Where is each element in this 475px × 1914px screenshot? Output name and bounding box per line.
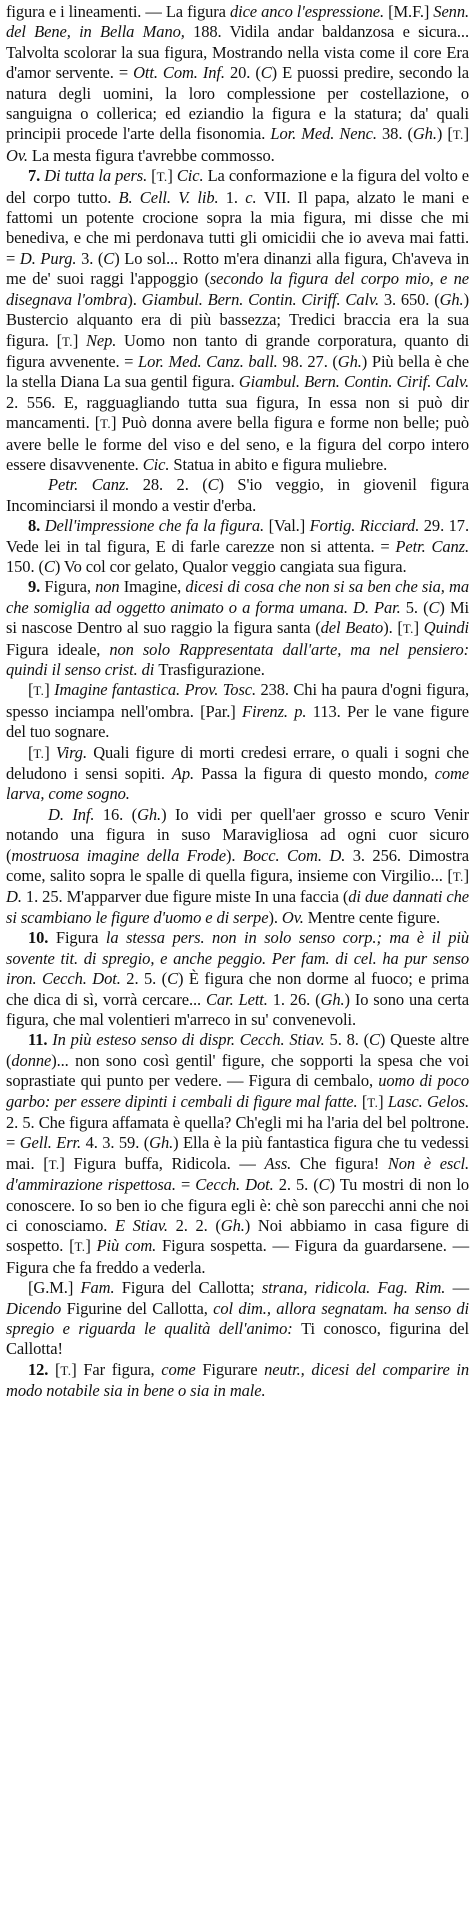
text-segment: 98. 27. (: [282, 351, 338, 371]
text-segment: donne: [11, 1050, 52, 1070]
text-segment: ]: [44, 742, 56, 762]
text-segment: strana, ridicola. Fag. Rim.: [261, 1278, 453, 1298]
text-segment: C: [428, 597, 440, 617]
text-segment: Ott. Com. Inf.: [133, 63, 230, 83]
text-segment: dice anco l'espressione.: [229, 2, 389, 21]
text-segment: 2. 2. (: [175, 1215, 221, 1235]
text-segment: 150. (: [6, 556, 44, 576]
text-segment: C: [318, 1175, 330, 1195]
text-segment: Virg.: [55, 742, 94, 762]
text-segment: T.: [402, 621, 414, 637]
text-segment: =: [180, 1175, 196, 1195]
text-segment: Gh.: [412, 124, 437, 144]
text-segment: ) È figura che non dorme al fuoco; e prima che dica di sì, vorrà cercare...: [6, 969, 469, 1009]
text-segment: VII. Il papa, alzato le mani e fattomi un potente crocione sopra la mia figura, mi disse che mi benediva, e che mi perdonava tutti gli omicidii che io aveva mai fatti. =: [6, 187, 470, 268]
entry-paragraph-p-8: [6, 516, 469, 577]
text-segment: ]: [378, 1091, 388, 1111]
text-segment: [: [361, 1091, 368, 1111]
text-segment: ) Più bella è che la stella Diana La sua gentil figura.: [6, 351, 469, 392]
text-segment: ]: [167, 166, 177, 186]
text-segment: T.: [33, 683, 45, 699]
text-segment: ) Io sono una certa figura, che mal volentieri m'arreco in su' convenevoli.: [6, 989, 470, 1029]
text-segment: D. Inf.: [48, 804, 103, 824]
text-segment: 29. 17. Vede lei in tal figura, E di farle carezze non si attenta. =: [6, 516, 469, 556]
text-segment: 2. 5. Che figura affamata è quella? Ch'egli mi ha l'aria del bel poltrone. =: [6, 1112, 469, 1153]
text-segment: In più esteso senso di dispr. Cecch. Stiav.: [52, 1030, 330, 1050]
text-segment: 10.: [28, 928, 56, 948]
text-segment: 28. 2. (: [142, 475, 208, 495]
text-segment: [: [28, 742, 34, 762]
text-segment: ).: [225, 845, 243, 865]
text-segment: ]: [463, 124, 469, 144]
text-segment: come: [161, 1359, 203, 1379]
text-segment: 3. (: [81, 248, 104, 268]
text-segment: 2. 5. (: [278, 1175, 319, 1195]
text-segment: 2. 556. E, ragguagliando tutta sua figura, In essa non si può dir mancamenti. [: [6, 392, 469, 433]
text-segment: Figurare: [202, 1359, 265, 1379]
text-segment: Car. Lett.: [206, 989, 273, 1009]
entry-paragraph-p-9: [6, 577, 469, 680]
text-segment: ]: [463, 866, 469, 886]
text-segment: ) Io vidi per quell'aer grosso e scuro Venir notando una figura in suso Maravigliosa ad ogni cuor sicuro (: [6, 804, 469, 865]
text-segment: Nep.: [85, 330, 125, 350]
text-segment: [: [151, 166, 157, 186]
text-segment: 3. 256. Dimostra come, salito sopra le spalle di quella figura, insieme con Virgilio... [: [6, 845, 470, 886]
entry-paragraph-p-intro: [6, 2, 469, 166]
text-segment: C: [368, 1030, 380, 1050]
text-segment: ]: [85, 1236, 97, 1256]
text-segment: T.: [74, 1239, 86, 1255]
text-segment: 113. Per le vane figure del tuo sognare.: [6, 701, 469, 742]
text-segment: ) Noi abbiamo in casa figure di sospetto. [: [6, 1215, 470, 1256]
text-segment: )... non sono così gentil' figure, che sopporti la spesa che voi soprastiate qui punto per vedere. — Figura di cembalo,: [6, 1050, 469, 1091]
text-segment: secondo la figura del corpo mio, e ne disegnava l'ombra: [6, 269, 469, 309]
text-segment: ) Vo col cor gelato, Qualor veggio cangiata sua figura.: [54, 556, 407, 576]
text-segment: T.: [367, 1094, 379, 1110]
text-segment: La mesta figura t'avrebbe commosso.: [31, 145, 275, 165]
text-segment: C: [260, 63, 272, 83]
text-segment: c.: [245, 187, 264, 207]
text-segment: 11.: [28, 1030, 53, 1050]
text-segment: 1. 26. (: [272, 989, 321, 1009]
text-segment: ) Lo sol... Rotto m'era dinanzi alla figura, Ch'aveva in me de' suoi raggi l'appoggio (: [6, 248, 469, 289]
text-segment: Più com.: [96, 1236, 162, 1256]
text-segment: 16. (: [102, 804, 138, 824]
text-segment: Petr. Canz.: [395, 536, 470, 556]
text-segment: ) Ella è la più fantastica figura che tu vedessi mai. [: [6, 1133, 469, 1173]
entry-paragraph-p-imag: [6, 680, 469, 742]
text-segment: Uomo non tanto di grande corporatura, quanto di figura avvenente. =: [6, 330, 469, 371]
text-segment: Lor. Med. Canz. ball.: [138, 351, 283, 371]
text-segment: C: [207, 475, 219, 495]
text-segment: del Beato: [320, 618, 384, 638]
text-segment: Di tutta la pers.: [44, 166, 152, 186]
text-segment: Fam.: [80, 1278, 122, 1298]
text-segment: ) Mi si nascose Dentro al suo raggio la figura santa (: [6, 597, 469, 638]
text-segment: [: [28, 680, 34, 700]
text-segment: Statua in abito e figura muliebre.: [173, 454, 388, 474]
text-segment: Cecch. Dot.: [195, 1175, 279, 1195]
text-segment: Bocc. Com. D.: [242, 845, 353, 865]
text-segment: ]: [72, 330, 86, 350]
text-segment: Passa la figura di questo mondo,: [201, 764, 435, 784]
text-segment: 12.: [28, 1359, 56, 1379]
text-segment: Imagine fantastica. Prov. Tosc.: [54, 680, 261, 700]
text-segment: 3. 650. (: [383, 289, 440, 309]
text-segment: Gh.: [337, 351, 362, 371]
text-segment: T.: [60, 1362, 72, 1378]
text-segment: Figura ideale,: [6, 639, 110, 659]
text-segment: T.: [452, 127, 464, 143]
text-segment: ) S'io veggio, in giovenil figura Incominciarsi il mondo a vestir d'erba.: [6, 475, 469, 515]
text-segment: ).: [127, 289, 142, 309]
text-segment: Cic.: [176, 166, 208, 186]
text-segment: mostruosa imagine della Frode: [11, 845, 226, 865]
text-segment: 7.: [28, 166, 45, 186]
text-segment: Ass.: [264, 1153, 300, 1173]
text-segment: Gh.: [320, 989, 345, 1009]
text-segment: C: [43, 556, 55, 576]
text-segment: 2. 5. (: [126, 969, 168, 989]
text-segment: T.: [100, 416, 111, 432]
entry-paragraph-p-petr: [6, 475, 469, 516]
entry-paragraph-p-virg: [6, 743, 469, 805]
text-segment: Imagine,: [123, 577, 186, 597]
text-segment: C: [167, 969, 178, 989]
text-segment: C: [103, 248, 115, 268]
text-segment: Ov.: [6, 145, 32, 165]
text-segment: Gell. Err.: [19, 1133, 86, 1153]
text-segment: 188. Vidila andar baldanzosa e sicura... Talvolta scolorar la sua figura, Mostrando nella vista come il core Era d'amor servente. =: [6, 22, 469, 83]
text-segment: Gh.: [220, 1215, 245, 1235]
text-segment: 1.: [225, 187, 246, 207]
text-segment: 5. 8. (: [329, 1030, 369, 1050]
text-segment: 9.: [28, 577, 45, 597]
text-segment: Figurine del Callotta,: [66, 1298, 214, 1318]
text-segment: Gh.: [149, 1133, 174, 1153]
text-segment: Figura,: [44, 577, 96, 597]
text-segment: non: [95, 577, 124, 597]
text-segment: T.: [48, 1156, 60, 1172]
text-segment: Quindi: [423, 618, 470, 638]
text-segment: Ap.: [171, 764, 202, 784]
text-segment: D.: [6, 887, 26, 907]
entry-paragraph-p-10: [6, 928, 469, 1030]
text-segment: Gh.: [137, 804, 162, 824]
text-segment: Figura sospetta. — Figura da guardarsene. — Figura che fa freddo a vederla.: [6, 1236, 469, 1277]
text-segment: Petr. Canz.: [48, 475, 143, 495]
text-segment: la stessa pers. non in solo senso corp.; ma è il più sovente tit. di spregio, e anche peggio. Per fam. di cel. ha pur senso iron. Cecch. Dot.: [6, 928, 469, 989]
text-segment: di due dannati che si scambiano le figure d'uomo e di serpe: [6, 887, 469, 927]
text-segment: neutr., dicesi del comparire in modo notabile sia in bene o sia in male.: [6, 1359, 469, 1401]
text-segment: —: [452, 1278, 469, 1298]
text-segment: 5. (: [405, 597, 429, 617]
text-segment: ). [: [383, 618, 403, 638]
text-segment: Ti conosco, figurina del Callotta!: [6, 1319, 469, 1359]
text-segment: Senn. del Bene, in Bella Mano,: [6, 2, 469, 42]
text-segment: D. Purg.: [19, 248, 82, 268]
text-segment: Cic.: [142, 454, 174, 474]
text-segment: La conformazione e la figura del volto e del corpo tutto.: [6, 166, 470, 207]
text-segment: T.: [452, 869, 464, 885]
text-segment: [G.M.]: [28, 1278, 81, 1298]
text-segment: Firenz. p.: [242, 701, 313, 721]
text-segment: ).: [268, 907, 282, 927]
text-segment: 4. 3. 59. (: [85, 1133, 150, 1153]
text-segment: Trasfigurazione.: [158, 660, 265, 679]
text-segment: B. Cell. V. lib.: [118, 187, 226, 207]
text-segment: Figura: [55, 928, 106, 948]
entry-paragraph-p-gm: [6, 1278, 469, 1360]
text-segment: Quali figure di morti credesi errare, o quali i sogni che deludono i sensi sopiti.: [6, 742, 470, 784]
text-segment: [Val.]: [268, 516, 310, 536]
text-segment: ] Far figura,: [71, 1359, 162, 1379]
text-segment: non solo Rappresentata dall'arte, ma nel pensiero: quindi il senso crist. di: [6, 639, 470, 679]
text-segment: Mentre cente figure.: [307, 907, 440, 927]
text-segment: T.: [61, 333, 73, 349]
text-segment: 38. (: [382, 124, 413, 144]
text-segment: ) E puossi predire, secondo la natura degli uomini, la loro complessione per costellazione, o sanguigna o collerica; ed eziandio la figura e la statura; da' quali principii procede l'arte della fisonomia.: [6, 63, 469, 144]
entry-paragraph-p-7: [6, 166, 469, 475]
text-segment: T.: [33, 745, 45, 761]
text-segment: 8.: [28, 516, 45, 536]
text-segment: Ov.: [281, 907, 308, 927]
text-segment: Che figura!: [299, 1153, 388, 1173]
text-segment: Gh.: [439, 289, 464, 309]
text-segment: Lor. Med. Nenc.: [270, 124, 383, 144]
text-segment: Fortig. Ricciard.: [309, 516, 424, 536]
text-segment: ) Tu mostri di non lo conoscere. Io so ben io che figura egli è: chè son parecchi anni che noi ci conosciamo.: [6, 1175, 470, 1235]
text-segment: uomo di poco garbo: per essere dipinti i cembali di figure mal fatte.: [6, 1071, 469, 1111]
text-segment: [: [55, 1359, 61, 1379]
text-segment: 20. (: [229, 63, 261, 83]
text-segment: col dim., allora segnatam. ha senso di spregio e riguarda le qualità dell'animo:: [6, 1298, 469, 1338]
text-segment: Figura del Callotta;: [121, 1278, 262, 1298]
text-segment: 238. Chi ha paura d'ogni figura, spesso inciampa nell'ombra. [Par.]: [6, 680, 470, 721]
entry-paragraph-p-11: [6, 1030, 469, 1278]
text-segment: T.: [156, 169, 168, 185]
text-segment: ]: [413, 618, 424, 638]
text-segment: Lasc. Gelos.: [387, 1091, 470, 1111]
text-segment: Dicendo: [6, 1298, 67, 1318]
text-segment: dicesi di cosa che non si sa ben che sia, ma che somiglia ad oggetto animato o a forma umana. D. Par.: [6, 577, 469, 617]
text-segment: [M.F.]: [388, 2, 434, 21]
text-segment: Giambul. Bern. Contin. Ciriff. Calv.: [141, 289, 384, 309]
text-segment: come larva, come sogno.: [6, 764, 470, 804]
entry-paragraph-p-12: [6, 1360, 469, 1402]
text-segment: 1. 25. M'apparver due figure miste In una faccia (: [25, 887, 349, 907]
text-segment: Dell'impressione che fa la figura.: [44, 516, 269, 536]
text-segment: Giambul. Bern. Contin. Cirif. Calv.: [238, 372, 469, 392]
text-segment: ) Queste altre (: [6, 1030, 470, 1070]
text-segment: ] Può donna avere bella figura e forme non belle; può avere belle le forme del viso e del seno, e la figura del corpo intero essere disavvenente.: [6, 413, 470, 474]
text-segment: ] Figura buffa, Ridicola. —: [59, 1153, 265, 1173]
text-segment: ) [: [436, 124, 453, 144]
text-segment: ]: [44, 680, 55, 700]
text-segment: ) Bustercio alquanto era di più bassezza; Tredici braccia era la sua figura. [: [6, 289, 469, 350]
text-segment: figura e i lineamenti. — La figura: [6, 2, 230, 21]
text-segment: Non è escl. d'ammirazione rispettosa.: [6, 1153, 469, 1195]
text-segment: E Stiav.: [114, 1215, 176, 1235]
entry-paragraph-p-dinf: [6, 805, 469, 928]
